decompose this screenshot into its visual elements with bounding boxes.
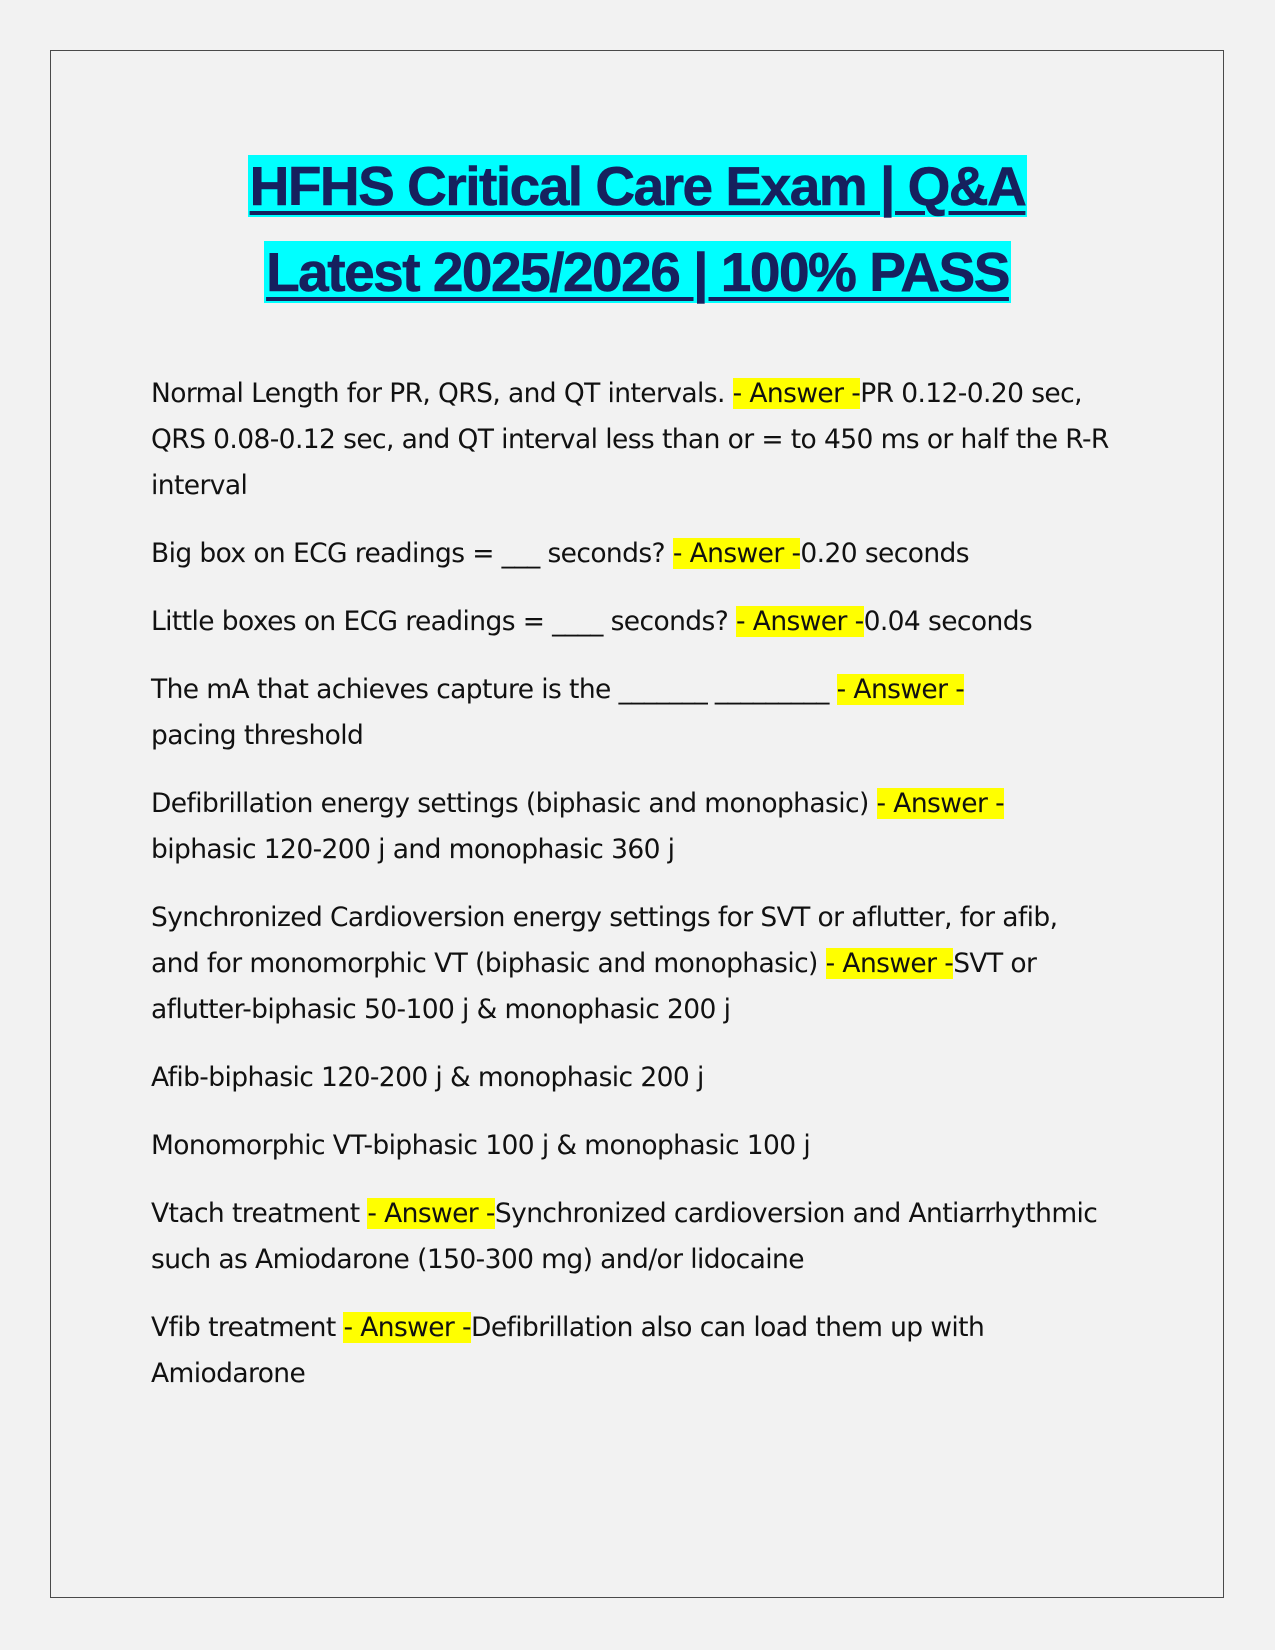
title-line-2: Latest 2025/2026 | 100% PASS — [266, 241, 1009, 303]
answer-text: pacing threshold — [151, 720, 364, 751]
answer-marker: - Answer - — [836, 674, 965, 705]
qa-item — [151, 599, 1111, 645]
question-text: Little boxes on ECG readings = ____ seconds? — [151, 606, 736, 637]
answer-text: biphasic 120-200 j and monophasic 360 j — [151, 834, 675, 865]
qa-item — [151, 371, 1111, 509]
question-text: Synchronized Cardioversion energy settings for SVT or aflutter, for afib, and for monomorphic VT (biphasic and monophasic) — [151, 902, 1058, 979]
question-text: Defibrillation energy settings (biphasic and monophasic) — [151, 788, 877, 819]
question-text: Vfib treatment — [151, 1312, 344, 1343]
question-text: Vtach treatment — [151, 1198, 368, 1229]
qa-item — [151, 1191, 1111, 1283]
qa-item — [151, 781, 1111, 873]
answer-text: SVT or aflutter-biphasic 50-100 j & monophasic 200 j — [151, 948, 1037, 1025]
qa-item — [151, 531, 1111, 577]
title-line-1: HFHS Critical Care Exam | Q&A — [249, 155, 1026, 217]
answer-marker: - Answer - — [367, 1198, 495, 1229]
document-title — [100, 143, 1175, 315]
text-line: Monomorphic VT-biphasic 100 j & monophasic 100 j — [151, 1130, 811, 1161]
answer-marker: - Answer - — [825, 948, 954, 979]
answer-text: Synchronized cardioversion and Antiarrhythmic such as Amiodarone (150-300 mg) and/or lidocaine — [151, 1198, 1098, 1275]
answer-text: 0.04 seconds — [863, 606, 1033, 637]
question-text: The mA that achieves capture is the _______ _________ — [151, 674, 837, 705]
answer-marker: - Answer - — [672, 538, 801, 569]
qa-item — [151, 895, 1111, 1033]
question-text: Big box on ECG readings = ___ seconds? — [151, 538, 673, 569]
answer-text: Defibrillation also can load them up with Amiodarone — [151, 1312, 985, 1389]
qa-item — [151, 1305, 1111, 1397]
qa-item — [151, 667, 1111, 759]
qa-content — [151, 371, 1111, 1419]
answer-marker: - Answer - — [732, 378, 861, 409]
text-line: Afib-biphasic 120-200 j & monophasic 200 j — [151, 1062, 704, 1093]
answer-text: 0.20 seconds — [800, 538, 969, 569]
answer-marker: - Answer - — [343, 1312, 472, 1343]
question-text: Normal Length for PR, QRS, and QT intervals. — [151, 378, 733, 409]
answer-marker: - Answer - — [736, 606, 864, 637]
answer-marker: - Answer - — [876, 788, 1005, 819]
answer-text: PR 0.12-0.20 sec, QRS 0.08-0.12 sec, and QT interval less than or = to 450 ms or half the R-R interval — [151, 378, 1109, 501]
